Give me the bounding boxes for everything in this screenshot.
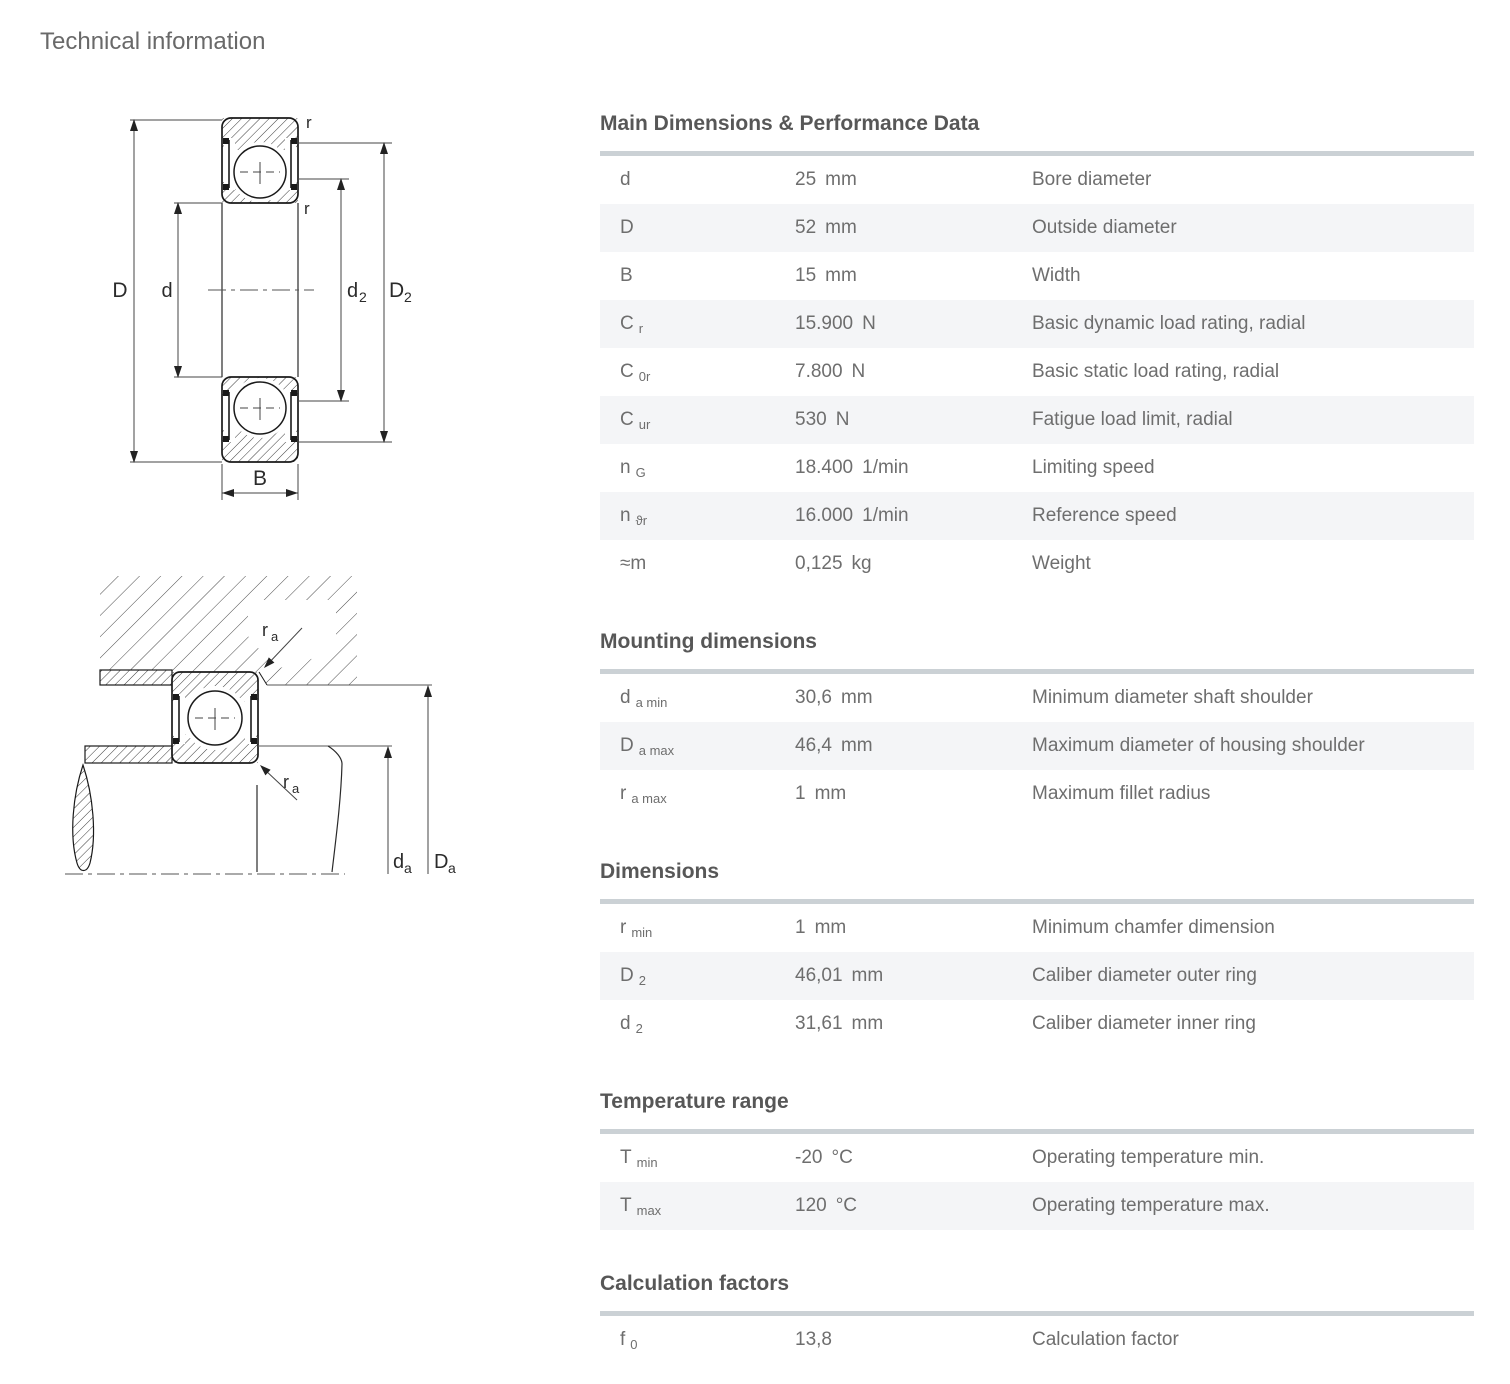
section-heading: Dimensions	[600, 860, 720, 883]
dim-D2	[298, 143, 392, 442]
symbol-cell	[600, 783, 795, 805]
symbol-subscript: ϑr	[635, 513, 648, 528]
description: Limiting speed	[1032, 457, 1155, 478]
unit: mm	[814, 917, 847, 938]
table-row	[600, 904, 1474, 952]
value-cell	[795, 965, 1032, 987]
value: 30,6	[795, 687, 832, 708]
symbol-cell	[600, 457, 795, 479]
value: 46,01	[795, 965, 843, 986]
symbol-subscript: min	[636, 1155, 658, 1170]
label-d: d	[161, 280, 173, 302]
description-cell	[1032, 965, 1474, 987]
page-title: Technical information	[40, 28, 266, 55]
description-cell	[1032, 265, 1474, 287]
callout-ra-shaft	[260, 765, 300, 800]
unit: mm	[814, 783, 847, 804]
value-cell	[795, 169, 1032, 191]
symbol: C	[620, 361, 634, 382]
symbol: T	[620, 1147, 632, 1168]
symbol-cell	[600, 169, 795, 191]
value: 0,125	[795, 553, 843, 574]
symbol-subscript: G	[635, 465, 646, 480]
unit: mm	[840, 735, 873, 756]
value-cell	[795, 783, 1032, 805]
table-row	[600, 156, 1474, 204]
section-heading: Mounting dimensions	[600, 630, 817, 653]
symbol: d	[620, 169, 631, 190]
description-cell	[1032, 361, 1474, 383]
value: 7.800	[795, 361, 843, 382]
label-B: B	[252, 467, 268, 490]
unit: mm	[851, 965, 884, 986]
value: 25	[795, 169, 817, 190]
description: Basic static load rating, radial	[1032, 361, 1280, 382]
description-cell	[1032, 1147, 1474, 1169]
symbol-cell	[600, 735, 795, 757]
unit: mm	[825, 217, 857, 238]
symbol-cell	[600, 1329, 795, 1351]
table-row	[600, 492, 1474, 540]
label-ra-shaft: r	[283, 772, 289, 792]
description-cell	[1032, 783, 1474, 805]
label-d2-sub: 2	[359, 289, 367, 305]
section-rows	[600, 156, 1474, 588]
symbol-cell	[600, 409, 795, 431]
table-row	[600, 674, 1474, 722]
bearing-bottom-section	[222, 377, 298, 462]
value-cell	[795, 313, 1032, 335]
unit: kg	[851, 553, 872, 574]
description: Caliber diameter outer ring	[1032, 965, 1257, 986]
table-row	[600, 1182, 1474, 1230]
value: 16.000	[795, 505, 854, 526]
table-row	[600, 252, 1474, 300]
symbol: D	[620, 965, 634, 986]
description-cell	[1032, 687, 1474, 709]
symbol: B	[620, 265, 633, 286]
table-row	[600, 444, 1474, 492]
value: 13,8	[795, 1329, 832, 1350]
symbol: d	[620, 1013, 631, 1034]
description-cell	[1032, 217, 1474, 239]
value: 1	[795, 783, 806, 804]
description-cell	[1032, 735, 1474, 757]
value: 120	[795, 1195, 827, 1216]
dim-Da	[424, 685, 456, 876]
symbol: C	[620, 313, 634, 334]
label-Da-sub: a	[448, 860, 456, 876]
label-D: D	[112, 279, 128, 302]
unit: N	[835, 409, 850, 430]
symbol-cell	[600, 217, 795, 239]
table-row	[600, 952, 1474, 1000]
table-row	[600, 348, 1474, 396]
value: 530	[795, 409, 827, 430]
section-heading: Main Dimensions & Performance Data	[600, 112, 980, 135]
value: 15.900	[795, 313, 854, 334]
symbol-subscript: min	[631, 925, 653, 940]
symbol-subscript: a max	[638, 743, 675, 758]
table-row	[600, 722, 1474, 770]
unit: mm	[840, 687, 873, 708]
value-cell	[795, 1329, 1032, 1351]
label-r-top: r	[306, 113, 312, 132]
unit: mm	[851, 1013, 884, 1034]
description-cell	[1032, 1329, 1474, 1351]
description: Fatigue load limit, radial	[1032, 409, 1233, 430]
value: 31,61	[795, 1013, 843, 1034]
description: Operating temperature max.	[1032, 1195, 1270, 1216]
description-cell	[1032, 553, 1474, 575]
symbol: T	[620, 1195, 632, 1216]
spec-section-calculation	[600, 1272, 1474, 1364]
value-cell	[795, 1147, 1032, 1169]
description: Outside diameter	[1032, 217, 1177, 238]
symbol: r	[620, 783, 627, 804]
dim-D	[130, 120, 222, 462]
description-cell	[1032, 1195, 1474, 1217]
description-cell	[1032, 505, 1474, 527]
section-rows	[600, 904, 1474, 1048]
symbol-cell	[600, 1147, 795, 1169]
label-D2-sub: 2	[404, 289, 412, 305]
symbol: f	[620, 1329, 626, 1350]
symbol: d	[620, 687, 631, 708]
table-row	[600, 396, 1474, 444]
section-rows	[600, 674, 1474, 818]
bearing-section	[172, 672, 258, 763]
value-cell	[795, 409, 1032, 431]
symbol: D	[620, 735, 634, 756]
unit: 1/min	[862, 505, 909, 526]
symbol-cell	[600, 917, 795, 939]
label-da-sub: a	[404, 860, 412, 876]
description-cell	[1032, 457, 1474, 479]
spec-section-temperature	[600, 1090, 1474, 1230]
value-cell	[795, 553, 1032, 575]
description: Width	[1032, 265, 1081, 286]
unit: mm	[825, 265, 857, 286]
symbol-subscript: ur	[638, 417, 651, 432]
bearing-cross-section-drawing	[40, 90, 460, 510]
table-row	[600, 204, 1474, 252]
table-row	[600, 300, 1474, 348]
value-cell	[795, 687, 1032, 709]
symbol-subscript: 0r	[638, 369, 651, 384]
value: 18.400	[795, 457, 854, 478]
symbol-cell	[600, 1013, 795, 1035]
description: Reference speed	[1032, 505, 1177, 526]
dim-da	[384, 746, 412, 876]
description: Caliber diameter inner ring	[1032, 1013, 1256, 1034]
value: 1	[795, 917, 806, 938]
description: Bore diameter	[1032, 169, 1152, 190]
symbol-subscript: r	[638, 321, 644, 336]
unit: 1/min	[862, 457, 909, 478]
shaft	[73, 746, 392, 872]
value-cell	[795, 735, 1032, 757]
spec-section-mounting	[600, 630, 1474, 818]
description: Operating temperature min.	[1032, 1147, 1265, 1168]
symbol: D	[620, 217, 634, 238]
symbol-cell	[600, 265, 795, 287]
description: Maximum fillet radius	[1032, 783, 1211, 804]
value-cell	[795, 917, 1032, 939]
value: -20	[795, 1147, 823, 1168]
symbol-subscript: max	[636, 1203, 662, 1218]
label-Da: D	[434, 851, 449, 873]
unit: mm	[825, 169, 857, 190]
table-row	[600, 1000, 1474, 1048]
symbol-subscript: a min	[635, 695, 668, 710]
description: Minimum chamfer dimension	[1032, 917, 1275, 938]
bearing-mounting-drawing	[40, 548, 470, 888]
symbol-cell	[600, 313, 795, 335]
symbol: n	[620, 457, 631, 478]
symbol-cell	[600, 553, 795, 575]
value: 52	[795, 217, 817, 238]
value-cell	[795, 1195, 1032, 1217]
label-d2: d	[347, 280, 359, 302]
value-cell	[795, 361, 1032, 383]
symbol: C	[620, 409, 634, 430]
symbol-subscript: 2	[638, 973, 646, 988]
spec-tables	[600, 100, 1474, 1364]
description: Maximum diameter of housing shoulder	[1032, 735, 1365, 756]
symbol-cell	[600, 361, 795, 383]
symbol: ≈m	[620, 553, 647, 574]
description-cell	[1032, 409, 1474, 431]
value-cell	[795, 265, 1032, 287]
description: Calculation factor	[1032, 1329, 1179, 1350]
symbol-subscript: 0	[630, 1337, 638, 1352]
section-heading: Calculation factors	[600, 1272, 790, 1295]
value-cell	[795, 505, 1032, 527]
symbol: n	[620, 505, 631, 526]
description-cell	[1032, 917, 1474, 939]
symbol-cell	[600, 687, 795, 709]
bearing-top-section	[222, 118, 298, 203]
unit: °C	[831, 1147, 853, 1168]
value-cell	[795, 457, 1032, 479]
label-ra-shaft-sub: a	[292, 781, 300, 796]
table-row	[600, 1134, 1474, 1182]
value: 15	[795, 265, 817, 286]
symbol: r	[620, 917, 627, 938]
section-heading: Temperature range	[600, 1090, 789, 1113]
label-ra-housing-sub: a	[271, 629, 279, 644]
label-da: d	[393, 851, 405, 873]
symbol-cell	[600, 1195, 795, 1217]
section-rows	[600, 1316, 1474, 1364]
label-r-inner: r	[304, 199, 310, 218]
description-cell	[1032, 169, 1474, 191]
description-cell	[1032, 313, 1474, 335]
table-row	[600, 770, 1474, 818]
value: 46,4	[795, 735, 832, 756]
unit: °C	[835, 1195, 858, 1216]
symbol-subscript: a max	[631, 791, 667, 806]
symbol-cell	[600, 505, 795, 527]
label-D2: D	[389, 279, 405, 302]
description: Weight	[1032, 553, 1091, 574]
description: Basic dynamic load rating, radial	[1032, 313, 1306, 334]
label-ra-housing: r	[262, 620, 268, 640]
unit: N	[862, 313, 876, 334]
unit: N	[851, 361, 866, 382]
table-row	[600, 540, 1474, 588]
section-rows	[600, 1134, 1474, 1230]
symbol-cell	[600, 965, 795, 987]
value-cell	[795, 1013, 1032, 1035]
spec-section-main	[600, 112, 1474, 588]
description: Minimum diameter shaft shoulder	[1032, 687, 1313, 708]
table-row	[600, 1316, 1474, 1364]
description-cell	[1032, 1013, 1474, 1035]
spec-section-dimensions	[600, 860, 1474, 1048]
value-cell	[795, 217, 1032, 239]
symbol-subscript: 2	[635, 1021, 643, 1036]
